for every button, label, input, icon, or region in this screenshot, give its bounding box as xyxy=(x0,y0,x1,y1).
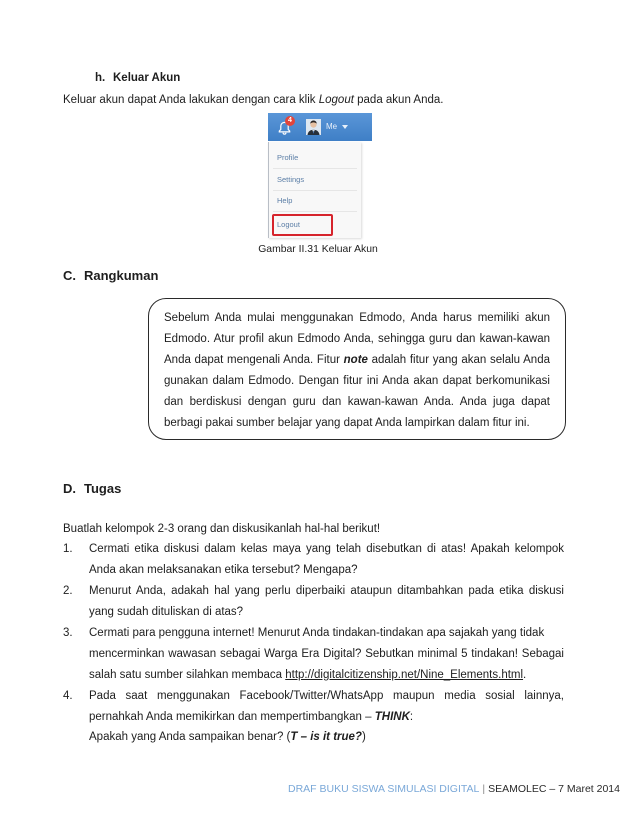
task-number: 1. xyxy=(63,543,73,556)
menu-divider xyxy=(273,211,357,212)
menu-item-help[interactable]: Help xyxy=(277,196,293,205)
instruction-emphasis: Logout xyxy=(318,94,354,106)
footer-separator: | xyxy=(482,783,486,795)
menu-divider xyxy=(273,168,357,169)
section-title: Rangkuman xyxy=(84,268,159,283)
section-heading-summary xyxy=(63,267,158,285)
summary-line: gunakan dalam Edmodo. Dengan fitur ini Anda akan dapat berkomunikasi xyxy=(164,375,550,387)
account-dropdown-menu xyxy=(268,142,361,238)
instruction-text: Keluar akun dapat Anda lakukan dengan cara klik xyxy=(63,94,319,106)
summary-line: Sebelum Anda mulai menggunakan Edmodo, Anda harus memiliki akun xyxy=(164,312,550,324)
task-line xyxy=(89,727,564,748)
task-line: Cermati para pengguna internet! Menurut Anda tindakan-tindakan apa sajakah yang tidak xyxy=(89,626,545,639)
task-intro: Buatlah kelompok 2-3 orang dan diskusikanlah hal-hal berikut! xyxy=(63,522,381,535)
logout-instruction xyxy=(63,90,443,111)
edmodo-topbar xyxy=(268,113,372,141)
summary-emphasis: note xyxy=(343,354,368,366)
task-line: Menurut Anda, adakah hal yang perlu diperbaiki ataupun ditambahkan pada etika diskusi xyxy=(89,585,564,598)
true-question-emphasis: T – is it true? xyxy=(290,731,362,744)
footer-book-title: DRAF BUKU SISWA SIMULASI DIGITAL xyxy=(287,783,480,795)
task-item xyxy=(63,539,564,581)
instruction-text: pada akun Anda. xyxy=(353,94,444,106)
task-text-segment: salah satu sumber silahkan membaca xyxy=(89,668,286,681)
summary-line xyxy=(164,350,550,371)
subsection-title: Keluar Akun xyxy=(113,72,181,84)
section-title: Tugas xyxy=(84,481,122,496)
summary-line: berbagi pakai sumber belajar yang dapat Anda lampirkan dalam fitur ini. xyxy=(164,417,530,429)
footer-publisher-date: SEAMOLEC – 7 Maret 2014 xyxy=(488,783,620,795)
figure-caption: Gambar II.31 Keluar Akun xyxy=(258,244,378,255)
summary-text-segment: Anda dapat mengenali Anda. Fitur xyxy=(164,354,344,366)
summary-text-segment: adalah fitur yang akan selalu Anda xyxy=(367,354,550,366)
think-emphasis: THINK xyxy=(374,710,410,723)
section-heading-tasks xyxy=(63,480,121,498)
task-number: 4. xyxy=(63,689,73,702)
notification-badge: 4 xyxy=(285,116,295,126)
task-item xyxy=(63,581,564,623)
subsection-marker: h. xyxy=(95,72,106,84)
summary-line: Edmodo. Atur profil akun Edmodo Anda, sehingga guru dan kawan-kawan xyxy=(164,333,550,345)
account-menu-label[interactable]: Me xyxy=(326,122,338,131)
task-list xyxy=(63,519,564,749)
menu-divider xyxy=(273,190,357,191)
task-item xyxy=(63,686,564,749)
task-line: Pada saat menggunakan Facebook/Twitter/WhatsApp maupun media sosial lainnya, xyxy=(89,689,564,702)
task-line xyxy=(89,707,564,728)
task-text-segment: pernahkah Anda memikirkan dan mempertimbangkan – xyxy=(89,710,375,723)
menu-item-settings[interactable]: Settings xyxy=(277,175,305,184)
task-line: mencerminkan wawasan sebagai Warga Era Digital? Sebutkan minimal 5 tindakan! Sebagai xyxy=(89,647,564,660)
summary-line: dan berdiskusi dengan guru dan kawan-kawan Anda. Anda juga dapat xyxy=(164,396,550,408)
task-line: Anda akan melaksanakan etika tersebut? Mengapa? xyxy=(89,564,358,577)
logout-highlight-box xyxy=(272,214,333,236)
section-marker: C. xyxy=(63,268,76,283)
avatar[interactable] xyxy=(306,119,321,135)
summary-text xyxy=(164,308,550,434)
task-text-segment: Apakah yang Anda sampaikan benar? ( xyxy=(89,731,291,744)
task-line: yang sudah dituliskan di atas? xyxy=(89,606,244,619)
task-item xyxy=(63,623,564,686)
reference-link[interactable]: http://digitalcitizenship.net/Nine_Elements.html xyxy=(285,668,524,681)
menu-item-logout[interactable]: Logout xyxy=(277,220,300,229)
task-text-segment: : xyxy=(409,710,414,723)
task-text-segment: . xyxy=(523,668,527,681)
task-number: 3. xyxy=(63,626,73,639)
menu-item-profile[interactable]: Profile xyxy=(277,153,299,162)
page-footer xyxy=(288,782,620,796)
logout-screenshot-figure xyxy=(268,113,372,238)
caret-down-icon[interactable] xyxy=(342,125,348,129)
task-line xyxy=(89,665,564,686)
section-marker: D. xyxy=(63,481,76,496)
task-number: 2. xyxy=(63,585,73,598)
task-text-segment: ) xyxy=(361,731,366,744)
subsection-heading xyxy=(95,70,180,86)
task-line: Cermati etika diskusi dalam kelas maya yang telah disebutkan di atas! Apakah kelompok xyxy=(89,543,564,556)
